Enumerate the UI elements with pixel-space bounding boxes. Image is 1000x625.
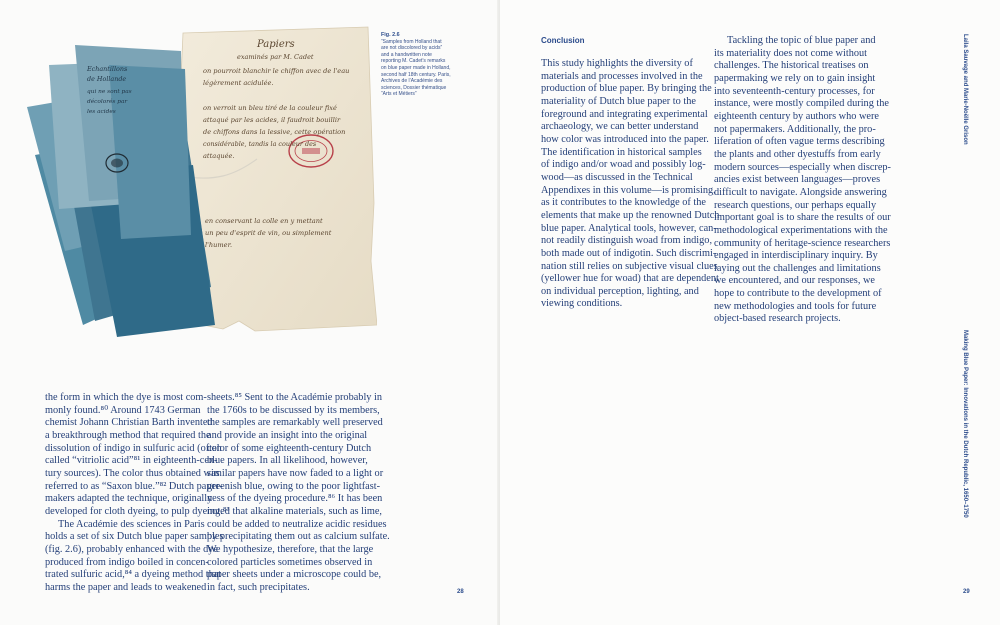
note-line: considérable, tandis la couleur des: [203, 140, 317, 148]
note-line: en conservant la colle en y mettant: [205, 217, 323, 225]
text-line: greenish blue, owing to the poor lightfast-: [207, 480, 381, 492]
running-head: [958, 30, 974, 600]
text-line: We hypothesize, therefore, that the large: [207, 543, 374, 555]
page-number-right: 29: [963, 589, 970, 595]
caption-line: Archives de l’Académie des: [381, 78, 443, 85]
caption-line: reporting M. Cadet’s remarks: [381, 58, 446, 65]
text-line: The Académie des sciences in Paris: [58, 518, 205, 530]
text-line: new methodologies and tools for future: [714, 300, 877, 312]
blue-paper-samples-illustration: [25, 25, 377, 345]
note-line: attaquée.: [203, 152, 235, 160]
text-line: not papermakers. Additionally, the pro-: [714, 123, 876, 135]
running-head-svg: [958, 30, 974, 600]
text-line: blue papers. In all likelihood, however,: [207, 455, 368, 467]
text-line: chemist Johann Christian Barth invented: [45, 417, 213, 429]
text-line: important goal is to share the results of our: [714, 212, 891, 224]
text-line: into seventeenth-century processes, for: [714, 85, 875, 97]
text-line: (fig. 2.6), probably enhanced with the dye: [45, 543, 218, 555]
text-line: trated sulfuric acid,⁸⁴ a dyeing method that: [45, 569, 222, 581]
text-line: paper sheets under a microscope could be,: [207, 569, 382, 581]
text-line: as it contributes to the knowledge of the: [541, 197, 706, 209]
text-line: materiality of Dutch blue paper to the: [541, 95, 696, 107]
text-line: not readily distinguish woad from indigo,: [541, 235, 713, 247]
note-line: de chiffons dans la lessive, cette opération: [203, 128, 346, 136]
text-line: (yellower hue for woad) that are dependent: [541, 273, 719, 285]
text-line: viewing conditions.: [541, 298, 623, 310]
text-line: monly found.⁸⁰ Around 1743 German: [45, 404, 201, 416]
text-line: object-based research projects.: [714, 313, 841, 325]
text-line: the 1760s to be discussed by its members,: [207, 404, 380, 416]
text-line: dissolution of indigo in sulfuric acid (often: [45, 442, 222, 454]
text-line: Appendixes in this volume—is promising,: [541, 184, 716, 196]
caption-line: second half 18th century. Paris,: [381, 71, 451, 78]
text-line: sheets.⁸⁵ Sent to the Académie probably in: [207, 392, 383, 403]
sample-label-line: décolorés par: [87, 99, 128, 105]
text-line: holds a set of six Dutch blue paper samples: [45, 531, 224, 543]
right-page-column-1: [541, 58, 726, 311]
text-line: ancies exist between languages—proves: [714, 174, 881, 186]
text-line: produced from indigo boiled in concen-: [45, 556, 209, 568]
figure-caption: [381, 32, 463, 98]
text-line: This study highlights the diversity of: [541, 58, 693, 69]
text-line: production of blue paper. By bringing the: [541, 83, 712, 95]
text-line: the form in which the dye is most com-: [45, 392, 207, 403]
text-line: of indigo and/or woad and possibly log-: [541, 159, 706, 171]
text-line: laying out the challenges and limitations: [714, 262, 881, 274]
caption-line: “Samples from Holland that: [381, 38, 442, 45]
text-line: similar papers have now faded to a light or: [207, 467, 384, 479]
sample-label-line: Echantillons: [87, 65, 128, 73]
note-line: on verroit un bleu tiré de la couleur fixé: [203, 104, 337, 112]
caption-line: on blue paper made in Holland,: [381, 64, 451, 71]
text-line: blue paper. Analytical tools, however, can-: [541, 222, 717, 234]
running-author: Laila Sauvage and Marie-Noëlle Grison: [962, 34, 968, 145]
text-line: we encountered, and our responses, we: [714, 275, 875, 287]
text-line: foreground and integrating experimental: [541, 108, 708, 120]
text-line: ness of the dyeing procedure.⁸⁶ It has been: [207, 493, 383, 505]
text-line: a breakthrough method that required the: [45, 429, 211, 441]
text-line: color of some eighteenth-century Dutch: [207, 442, 372, 454]
note-line: attaqué par les acides, il faudroit bouillir: [203, 116, 341, 124]
text-line: the plants and other dyestuffs from early: [714, 148, 881, 160]
left-page-column-2: [207, 392, 392, 595]
figure-caption-text: [381, 39, 463, 98]
text-line: in fact, such precipitates.: [207, 581, 310, 593]
text-line: could be added to neutralize acidic residues: [207, 518, 387, 530]
text-line: challenges. The historical treatises on: [714, 60, 869, 72]
caption-line: “Arts et Métiers”: [381, 91, 417, 98]
sample-label-line: qui ne sont pas: [87, 89, 132, 95]
caption-line: are not discolored by acids”: [381, 45, 443, 52]
text-line: developed for cloth dyeing, to pulp dyeing.⁸³: [45, 505, 230, 517]
text-line: instance, were mostly compiled during the: [714, 98, 890, 110]
sample-label-line: les acides: [87, 109, 116, 115]
right-page: [500, 0, 1000, 625]
text-line: elements that make up the renowned Dutch: [541, 209, 720, 221]
page-number-left: 28: [457, 589, 464, 595]
section-heading: Conclusion: [541, 36, 585, 45]
text-line: engaged in interdisciplinary inquiry. By: [714, 250, 878, 262]
text-line: and provide an insight into the original: [207, 429, 368, 441]
caption-line: and a handwritten note: [381, 51, 432, 58]
text-line: noted that alkaline materials, such as lime,: [207, 505, 382, 517]
text-line: makers adapted the technique, originally: [45, 493, 213, 505]
running-title: Making Blue Paper: Innovations in the Dutch Republic, 1650–1750: [962, 330, 968, 518]
caption-line: sciences, Dossier thématique: [381, 84, 447, 91]
text-line: archaeology, we can better understand: [541, 121, 699, 133]
text-line: on individual perception, lighting, and: [541, 285, 699, 297]
text-line: harms the paper and leads to weakened: [45, 581, 207, 593]
text-line: methodological experimentations with the: [714, 224, 888, 236]
note-line: légèrement acidulée.: [203, 79, 274, 87]
text-line: tury sources). The color thus obtained was: [45, 467, 220, 479]
text-line: community of heritage-science researchers: [714, 237, 891, 249]
text-line: both made out of indigotin. Such discrimi-: [541, 247, 717, 259]
text-line: eighteenth century by authors who were: [714, 110, 879, 122]
text-line: called “vitriolic acid”⁸¹ in eighteenth-cen-: [45, 455, 218, 467]
text-line: how color was introduced into the paper.: [541, 133, 709, 145]
text-line: modern sources—especially when discrep-: [714, 161, 891, 173]
note-line: un peu d'esprit de vin, ou simplement: [205, 229, 332, 237]
text-line: papermaking we rely on to gain insight: [714, 72, 876, 84]
figure-2-6-artwork: [25, 25, 377, 345]
note-header-sub: examinés par M. Cadet: [237, 53, 314, 61]
right-page-column-2: [714, 35, 904, 326]
text-line: the samples are remarkably well preserved: [207, 417, 383, 429]
text-line: colored particles sometimes observed in: [207, 556, 373, 568]
text-line: research questions, our perhaps equally: [714, 199, 877, 211]
text-line: hope to contribute to the development of: [714, 288, 882, 300]
left-page-column-1: [45, 392, 230, 595]
note-line: on pourroit blanchir le chiffon avec de l'eau: [203, 67, 350, 75]
text-line: Tackling the topic of blue paper and: [727, 35, 876, 46]
note-header: Papiers: [257, 39, 295, 50]
text-line: materials and processes involved in the: [541, 70, 703, 82]
sample-label-line: de Hollande: [87, 75, 127, 83]
text-line: difficult to navigate. Alongside answering: [714, 186, 887, 198]
text-line: referred to as “Saxon blue.”⁸² Dutch paper-: [45, 480, 223, 492]
text-line: nation still relies on subjective visual clues: [541, 260, 718, 272]
text-line: liferation of often vague terms describing: [714, 136, 885, 148]
text-line: its materiality does not come without: [714, 47, 867, 59]
figure-label: Fig. 2.6: [381, 32, 400, 38]
text-line: wood—as discussed in the Technical: [541, 171, 693, 183]
note-line: l'humer.: [205, 241, 233, 249]
text-line: The identification in historical samples: [541, 146, 702, 158]
text-line: by precipitating them out as calcium sulfate.: [207, 531, 390, 543]
